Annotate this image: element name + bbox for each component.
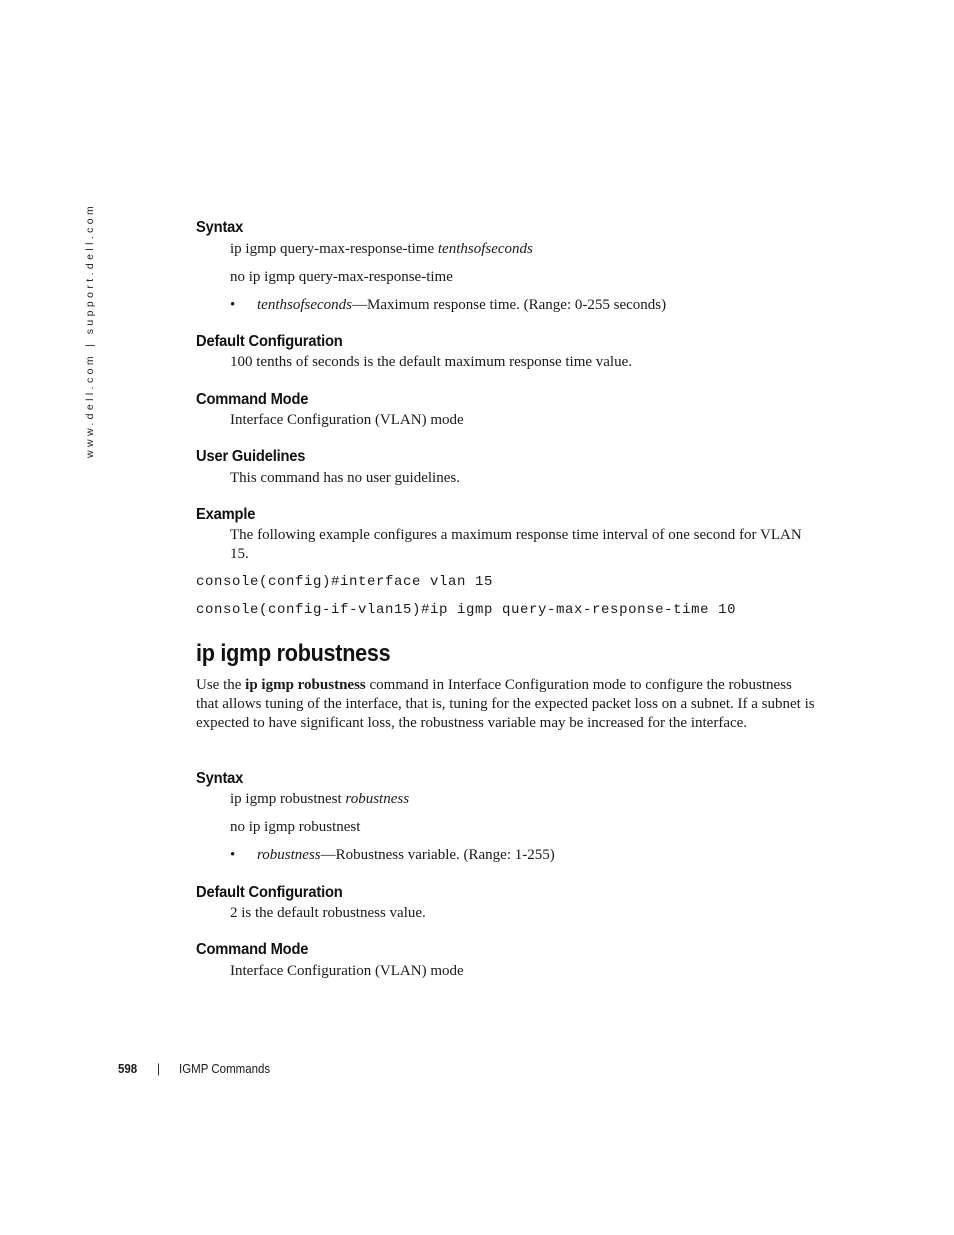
bullet-dot: • — [230, 847, 236, 863]
no-syntax-command: no ip igmp query-max-response-time — [230, 269, 453, 285]
command-mode-heading: Command Mode — [196, 941, 309, 958]
code-line: console(config-if-vlan15)#ip igmp query-max-response-time 10 — [196, 602, 737, 618]
default-config-text: 2 is the default robustness value. — [230, 905, 426, 921]
syntax-command: ip igmp robustnest — [230, 791, 342, 807]
command-mode-heading: Command Mode — [196, 391, 309, 408]
syntax-heading: Syntax — [196, 219, 244, 236]
user-guidelines-heading: User Guidelines — [196, 448, 306, 465]
syntax-line — [230, 240, 533, 259]
command-mode-text: Interface Configuration (VLAN) mode — [230, 963, 464, 979]
syntax-parameter: tenthsofseconds — [437, 241, 533, 257]
bullet-parameter: robustness — [257, 847, 321, 863]
parameter-bullet — [230, 296, 667, 315]
default-config-text: 100 tenths of seconds is the default maximum response time value. — [230, 354, 632, 370]
no-syntax-command: no ip igmp robustnest — [230, 819, 361, 835]
syntax-parameter: robustness — [345, 791, 410, 807]
default-config-heading: Default Configuration — [196, 884, 343, 901]
bullet-parameter: tenthsofseconds — [257, 297, 352, 313]
command-mode-text: Interface Configuration (VLAN) mode — [230, 412, 464, 428]
syntax-heading: Syntax — [196, 770, 244, 787]
syntax-command: ip igmp query-max-response-time — [230, 241, 435, 257]
intro-text: command in Interface Configuration mode to configure the robustness that allows tuning of the interface, that is, tuning for the expected packet loss on a subnet. If a subnet is expected to have significant loss, the robustness variable may be increased for the interface. — [196, 677, 815, 731]
user-guidelines-text: This command has no user guidelines. — [230, 470, 460, 486]
intro-command: ip igmp robustness — [245, 677, 366, 693]
intro-text: Use the — [196, 677, 246, 693]
page-number: 598 — [118, 1062, 138, 1076]
section-intro — [196, 676, 816, 733]
syntax-line — [230, 790, 409, 809]
example-text: The following example configures a maximum response time interval of one second for VLAN 15. — [230, 527, 802, 562]
code-line: console(config)#interface vlan 15 — [196, 574, 494, 590]
parameter-bullet — [230, 846, 555, 865]
default-config-heading: Default Configuration — [196, 333, 343, 350]
example-heading: Example — [196, 506, 256, 523]
section-title: ip igmp robustness — [196, 640, 391, 667]
bullet-dot: • — [230, 297, 236, 313]
bullet-description: —Robustness variable. (Range: 1-255) — [320, 847, 555, 863]
bullet-description: —Maximum response time. (Range: 0-255 seconds) — [352, 297, 667, 313]
footer-separator: | — [157, 1062, 160, 1076]
sidebar-url: www.dell.com | support.dell.com — [84, 202, 96, 458]
chapter-title: IGMP Commands — [179, 1062, 271, 1076]
